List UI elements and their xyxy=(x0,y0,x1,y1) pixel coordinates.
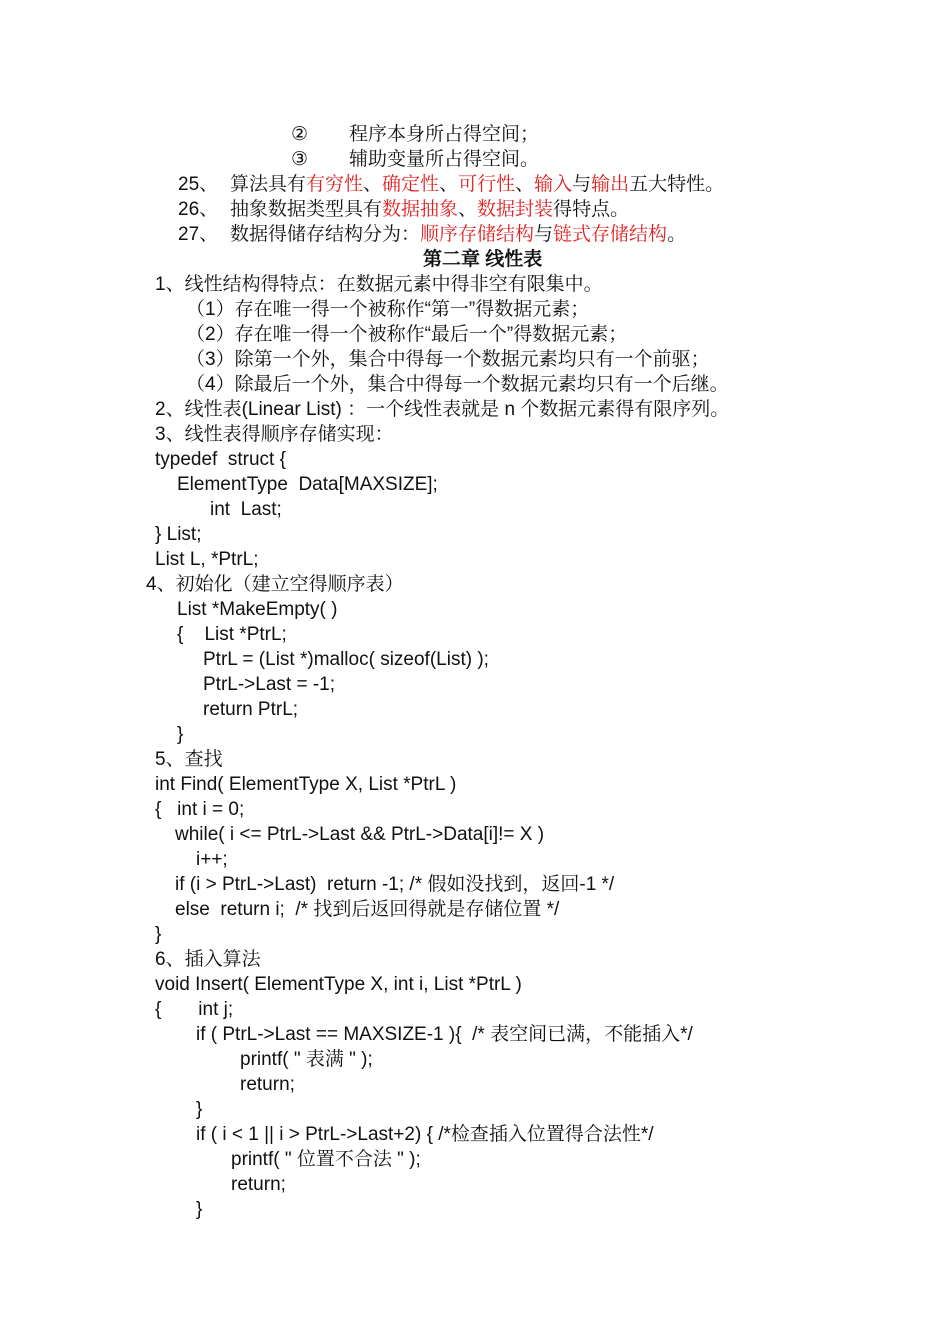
code-line: } List; xyxy=(155,524,202,545)
highlight-term: 输入 xyxy=(534,174,573,195)
item-text: 。 xyxy=(667,224,687,245)
item-text: 程序本身所占得空间； xyxy=(349,124,540,145)
code-line: int Find( ElementType X, List *PtrL ) xyxy=(155,774,457,795)
code-line: } xyxy=(196,1199,203,1220)
text-line: 2、线性表(Linear List) ：一个线性表就是 n 个数据元素得有限序列。 xyxy=(155,399,730,420)
code-line: i++; xyxy=(196,849,228,870)
code-line: { List *PtrL; xyxy=(177,624,287,645)
text-line: 5、查找 xyxy=(155,749,223,770)
code-line: else return i; /* 找到后返回得就是存储位置 */ xyxy=(175,899,560,920)
item-number: ③ xyxy=(291,149,309,170)
separator: 、 xyxy=(439,174,459,195)
text-line: （2）存在唯一得一个被称作“最后一个”得数据元素； xyxy=(186,324,628,345)
highlight-term: 确定性 xyxy=(382,174,440,195)
highlight-term: 数据抽象 xyxy=(382,199,459,220)
list-item xyxy=(291,122,539,147)
list-item xyxy=(291,147,539,172)
code-line: } xyxy=(155,924,162,945)
code-line: { int i = 0; xyxy=(155,799,245,820)
code-line: printf( " 位置不合法 " ); xyxy=(231,1149,421,1170)
list-item-27 xyxy=(178,222,686,247)
separator: 、 xyxy=(458,199,478,220)
separator: 、 xyxy=(515,174,535,195)
code-line: if (i > PtrL->Last) return -1; /* 假如没找到，返回-1 */ xyxy=(175,874,615,895)
highlight-term: 可行性 xyxy=(458,174,516,195)
code-line: ElementType Data[MAXSIZE]; xyxy=(177,474,438,495)
highlight-term: 顺序存储结构 xyxy=(420,224,535,245)
code-line: List *MakeEmpty( ) xyxy=(177,599,338,620)
code-line: if ( i < 1 || i > PtrL->Last+2) { /*检查插入位置得合法性*/ xyxy=(196,1124,654,1145)
separator: 与 xyxy=(534,224,554,245)
highlight-term: 有穷性 xyxy=(306,174,364,195)
text-line: 1、线性结构得特点：在数据元素中得非空有限集中。 xyxy=(155,274,603,295)
item-text: 五大特性。 xyxy=(629,174,725,195)
code-line: return PtrL; xyxy=(203,699,299,720)
code-line: while( i <= PtrL->Last && PtrL->Data[i]!= X ) xyxy=(175,824,545,845)
code-line: void Insert( ElementType X, int i, List *PtrL ) xyxy=(155,974,522,995)
separator: 与 xyxy=(572,174,592,195)
code-line: return; xyxy=(240,1074,295,1095)
item-number: ② xyxy=(291,124,309,145)
code-line: PtrL->Last = -1; xyxy=(203,674,336,695)
code-line: if ( PtrL->Last == MAXSIZE-1 ){ /* 表空间已满，不能插入*/ xyxy=(196,1024,693,1045)
code-line: PtrL = (List *)malloc( sizeof(List) ); xyxy=(203,649,489,670)
item-text: 抽象数据类型具有 xyxy=(230,199,383,220)
item-number: 26、 xyxy=(178,199,219,220)
list-item-26 xyxy=(178,197,629,222)
code-line: typedef struct { xyxy=(155,449,286,470)
code-line: } xyxy=(196,1099,203,1120)
highlight-term: 链式存储结构 xyxy=(553,224,668,245)
item-number: 25、 xyxy=(178,174,219,195)
item-text: 辅助变量所占得空间。 xyxy=(349,149,540,170)
text-line: 3、线性表得顺序存储实现： xyxy=(155,424,394,445)
code-line: } xyxy=(177,724,184,745)
code-line: List L, *PtrL; xyxy=(155,549,259,570)
text-line: 4、初始化（建立空得顺序表） xyxy=(146,574,404,595)
text-line: 6、插入算法 xyxy=(155,949,261,970)
item-text: 数据得储存结构分为： xyxy=(230,224,421,245)
code-line: return; xyxy=(231,1174,286,1195)
item-number: 27、 xyxy=(178,224,219,245)
highlight-term: 输出 xyxy=(591,174,630,195)
code-line: { int j; xyxy=(155,999,234,1020)
item-text: 算法具有 xyxy=(230,174,307,195)
code-line: int Last; xyxy=(210,499,282,520)
text-line: （3）除第一个外，集合中得每一个数据元素均只有一个前驱； xyxy=(186,349,710,370)
separator: 、 xyxy=(363,174,383,195)
code-line: printf( " 表满 " ); xyxy=(240,1049,373,1070)
item-text: 得特点。 xyxy=(553,199,630,220)
chapter-title: 第二章 线性表 xyxy=(423,249,543,270)
list-item-25 xyxy=(178,172,724,197)
text-line: （1）存在唯一得一个被称作“第一”得数据元素； xyxy=(186,299,590,320)
text-line: （4）除最后一个外，集合中得每一个数据元素均只有一个后继。 xyxy=(186,374,729,395)
highlight-term: 数据封装 xyxy=(477,199,554,220)
